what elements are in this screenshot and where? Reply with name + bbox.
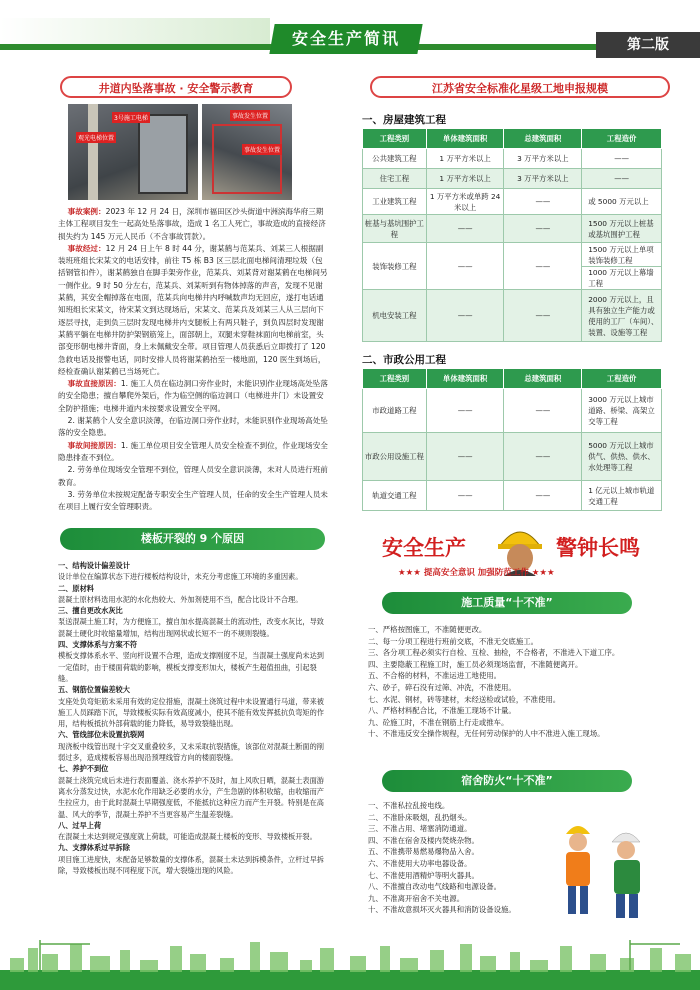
list-item: 八、不准擅自改动电气线路和电源设备。: [368, 882, 502, 892]
reason-title: 七、养护不到位: [58, 764, 109, 774]
table-cell: 市政公用设施工程: [363, 433, 427, 481]
case-text: 1. 施工单位项目安全管理人员安全检查不到位，作业现场安全隐患排查不到位。: [58, 440, 328, 462]
list-item: 二、每一分项工程进行班前交底，不准无交底施工。: [368, 636, 538, 646]
table-cell: ——: [426, 215, 504, 243]
slab-crack-reasons: [58, 560, 330, 876]
reason-title: 五、钢筋位置偏差较大: [58, 685, 130, 695]
table-cell: 1 万平方米或单跨 24 米以上: [426, 189, 504, 215]
reason-item: [58, 729, 330, 763]
reason-text: 设计单位在编算状态下进行楼板结构设计，未充分考虑施工环境的多重因素。: [58, 572, 303, 582]
case-paragraph: [58, 206, 330, 243]
list-item: 九、不准离开宿舍不关电源。: [368, 893, 465, 903]
table-header: 工程类别: [363, 369, 427, 389]
reason-text: 现浇板中线管出现十字交叉重叠较多，又未采取抗裂措施，该部位对混凝土断面的削弱过多，造成楼板容易出现沿预埋线管方向的楼面裂缝。: [58, 741, 324, 763]
case-paragraph: [58, 489, 330, 514]
table-cell: 1500 万元以上单项装饰装修工程: [582, 243, 662, 267]
list-item: 一、不准私拉乱接电线。: [368, 801, 450, 810]
reason-title: 二、原材料: [58, 583, 94, 593]
table-cell: 3 万平方米以上: [504, 169, 582, 189]
accident-case-text: [58, 206, 330, 513]
case-text: 2. 劳务单位现场安全管理不到位，管理人员安全意识淡薄，未对人员进行班前教育。: [58, 465, 328, 487]
table-cell: 2000 万元以上，且具有独立生产能力或使用的工厂（车间）、装置、设施等工程: [582, 290, 662, 342]
reason-text: 混凝土浇筑完成后未进行表面覆盖、浇水养护不及时，加上风吹日晒，混凝土表面游离水分蒸发过快，水泥水化作用缺乏必要的水分，产生急剧的体积收缩，由收缩而产生拉应力，由于此时混凝土早期强度低，不能抵抗这种应力而产生开裂。特别是在高温、风大的季节，混凝土养护不当更容易产生温差裂缝。: [58, 775, 324, 819]
reason-title: 三、擅自更改水灰比: [58, 606, 123, 616]
reason-text: 模板支撑体系水平、竖向杆设置不合理，造成支撑刚度不足，当混凝土强度尚未达到一定值时，由于楼面荷载的影响，模板支撑变形加大，楼板产生超值扭曲，引起裂缝。: [58, 651, 324, 683]
table-cell: 住宅工程: [363, 169, 427, 189]
header-left-band: [0, 18, 270, 44]
photo-label: 3号施工电梯: [112, 112, 150, 123]
list-item: 七、不准使用酒精炉等明火器具。: [368, 870, 479, 880]
reason-item: [58, 684, 330, 729]
table-cell: 1 万平方米以上: [426, 149, 504, 169]
list-item: 一、严格按图施工，不准随便更改。: [368, 625, 487, 634]
table-cell: ——: [582, 169, 662, 189]
table-cell: ——: [426, 433, 504, 481]
table-cell: 公共建筑工程: [363, 149, 427, 169]
list-item: 五、不合格的材料，不准运进工地使用。: [368, 671, 502, 681]
table-cell: 3000 万元以上城市道路、桥梁、高架立交等工程: [582, 389, 662, 433]
case-text: 2. 谢某鹤个人安全意识淡薄，在临边洞口旁作业时，未能识别作业现场高处坠落的安全隐患。: [58, 416, 328, 438]
slab-crack-banner: 楼板开裂的 9 个原因: [60, 528, 325, 550]
photo-elevator-shaft: [138, 114, 188, 194]
table-cell: 工业建筑工程: [363, 189, 427, 215]
case-label: 事故间接原因：: [67, 440, 121, 450]
list-item: 七、水泥、钢材，砖等建材，未经送检或试验，不准使用。: [368, 694, 561, 704]
newsletter-title-text: 安全生产简讯: [291, 29, 400, 48]
slogan-right: 警钟长鸣: [556, 536, 640, 560]
building-table: [362, 128, 662, 342]
list-item: 九、砼施工时，不准在钢筋上行走或推车。: [368, 717, 509, 727]
list-item: 六、砂子，碎石没有过筛、冲洗，不准使用。: [368, 682, 516, 692]
case-text: 12 月 24 日上午 8 时 44 分，谢某鹤与范某兵、刘某三人根据副装班班组长宋某文的电话安排，前往 T5 栋 B3 区三层北面电梯间清理垃圾（包括钢管扣件），谢某鹤独自在脚手架旁作业，范某兵、刘某背对谢某鹤在电梯间另一侧作业。9 时 50 分左右，范某兵、刘某听到有物体掉落的声音，发现不见谢某鹤，其安全帽掉落在电面，范某兵向电梯井内呼喊数声均无回应，遂打电话通知班组长宋某文，待宋某文到达现场后，宋某文、范某兵及刘某三人从三层向下逐层寻找，走到负三层时发现电梯井内支腿板上有两只鞋子，到负四层时发现谢某鹤平躺在电梯井防护架钢筋笼上，面部朝上，双腿未穿鞋袜面向电梯前室，头部变形朝电梯井背面，身上未佩戴安全带。项目管理人员获悉后立即拨打了 120 急救电话及报警电话，同时安排人员将谢某鹤抬至一楼地面，120 医生到场后，经检查确认谢某鹤已当场死亡。: [58, 243, 328, 376]
list-item: 十、不准故意损坏灭火器具和消防设备设施。: [368, 905, 516, 915]
table-cell: 轨道交通工程: [363, 481, 427, 511]
case-paragraph: [58, 378, 330, 415]
fire-banner: 宿舍防火“十不准”: [382, 770, 632, 792]
table-header: 工程类别: [363, 129, 427, 149]
photo-highlight-box: [212, 124, 282, 194]
table-header: 总建筑面积: [504, 129, 582, 149]
table-cell: ——: [426, 290, 504, 342]
table-cell: 机电安装工程: [363, 290, 427, 342]
photo-label: 事故发生位置: [230, 110, 270, 121]
photo-label: 事故发生位置: [242, 144, 282, 155]
table-header: 工程造价: [582, 369, 662, 389]
accident-photo-right: [202, 104, 292, 200]
case-text: 1. 施工人员在临边洞口旁作业时，未能识别作业现场高处坠落的安全隐患；擅自攀爬外架后，作为临空侧的临边洞口（电梯进井门）未设置安全防护措施；电梯井道内未按要求设置安全平网。: [58, 379, 328, 413]
case-label: 事故直接原因：: [67, 379, 121, 389]
table-cell: 或 5000 万元以上: [582, 189, 662, 215]
reason-item: [58, 560, 330, 583]
table-cell: ——: [504, 243, 582, 290]
list-item: 三、各分项工程必须实行自检、互检、抽检，不合格者，不准进入下道工序。: [368, 648, 620, 658]
list-item: 十、不准违反安全操作规程，无任何劳动保护的人中不准进入施工现场。: [368, 729, 605, 739]
reason-item: [58, 605, 330, 639]
table-cell: ——: [504, 189, 582, 215]
reason-title: 九、支撑体系过早拆除: [58, 843, 130, 853]
table-row: [363, 389, 662, 433]
case-text: 2023 年 12 月 24 日，深圳市福田区沙头街道中洲滨海华府三期主体工程项目发生一起高处坠落事故，造成 1 名工人死亡，事故造成的直接经济损失约为 145 万元人民币（不含事故罚款）。: [58, 207, 326, 241]
reason-title: 八、过早上荷: [58, 820, 102, 830]
reason-title: 一、结构设计偏差设计: [58, 561, 130, 570]
case-label: 事故经过：: [67, 243, 106, 253]
building-section-title: 一、房屋建筑工程: [362, 114, 446, 126]
case-paragraph: [58, 464, 330, 489]
list-item: 六、不准使用大功率电器设备。: [368, 858, 472, 868]
reason-title: 四、支撑体系与方案不符: [58, 640, 138, 650]
table-header-row: [363, 129, 662, 149]
table-cell: 1000 万元以上幕墙工程: [582, 267, 662, 290]
table-row: [363, 481, 662, 511]
municipal-table: [362, 368, 662, 511]
table-cell: ——: [582, 149, 662, 169]
table-cell: ——: [426, 481, 504, 511]
reason-text: 混凝土原材料选用水泥的水化热较大、外加剂使用不当，配合比设计不合理。: [58, 594, 303, 604]
table-cell: 1 亿元以上城市轨道交通工程: [582, 481, 662, 511]
reason-item: [58, 639, 330, 684]
table-row: [363, 215, 662, 243]
reason-text: 泵送混凝土施工时，为方便施工，擅自加水提高混凝土的流动性，改变水灰比，导致混凝土硬化时收缩量增加，结构出现网状或长短不一的不规则裂缝。: [58, 617, 324, 638]
table-row: [363, 290, 662, 342]
accident-photo-left: [68, 104, 198, 200]
edition-label: 第二版: [596, 32, 700, 58]
table-cell: 装饰装修工程: [363, 243, 427, 290]
city-skyline-footer: [0, 940, 700, 990]
table-header: 工程造价: [582, 129, 662, 149]
quality-banner: 施工质量“十不准”: [382, 592, 632, 614]
table-header: 总建筑面积: [504, 369, 582, 389]
list-item: 三、不准占用、堵塞消防通道。: [368, 824, 472, 834]
table-header: 单体建筑面积: [426, 129, 504, 149]
table-cell: 桩基与基坑围护工程: [363, 215, 427, 243]
sub-slogan: ★★★ 提高安全意识 加强防范工作 ★★★: [398, 568, 555, 578]
table-row: [363, 169, 662, 189]
reason-text: 在混凝土未达到规定强度就上荷载，可能造成混凝土楼板的变形、导致楼板开裂。: [58, 832, 317, 842]
table-cell: 3 万平方米以上: [504, 149, 582, 169]
table-cell: ——: [426, 389, 504, 433]
table-cell: ——: [504, 215, 582, 243]
table-row: [363, 149, 662, 169]
table-cell: ——: [504, 290, 582, 342]
table-cell: 1500 万元以上桩基或基坑围护工程: [582, 215, 662, 243]
fire-list: [368, 800, 558, 916]
reason-text: 支座处负弯矩筋未采用有效的定位措施，混凝土浇筑过程中未设置通行马道，带来被施工人员踩踏下沉，导致楼板实际有效高度减小，使其不能有效发挥抵抗负弯矩的作用，结构板抵抗外部荷载的能力降低，易导致裂缝出现。: [58, 696, 324, 729]
table-cell: ——: [504, 481, 582, 511]
list-item: 二、不准卧床吸烟，乱扔烟头。: [368, 812, 472, 822]
table-cell: ——: [504, 389, 582, 433]
reason-item: [58, 763, 330, 819]
case-paragraph: [58, 440, 330, 465]
table-cell: ——: [426, 243, 504, 290]
newsletter-title: [269, 24, 422, 54]
photo-label: 观光电梯位置: [76, 132, 116, 143]
page-header: [0, 0, 700, 62]
case-label: 事故案例：: [67, 207, 106, 216]
star-site-banner: 江苏省安全标准化星级工地申报规模: [370, 76, 670, 98]
case-paragraph: [58, 243, 330, 378]
table-cell: ——: [504, 433, 582, 481]
accident-section-banner: 井道内坠落事故 · 安全警示教育: [60, 76, 292, 98]
table-header-row: [363, 369, 662, 389]
case-paragraph: [58, 415, 330, 440]
photo-column: [88, 104, 98, 200]
reason-item: [58, 842, 330, 876]
reason-item: [58, 583, 330, 606]
table-header: 单体建筑面积: [426, 369, 504, 389]
table-cell: 市政道路工程: [363, 389, 427, 433]
municipal-section-title: 二、市政公用工程: [362, 354, 446, 366]
construction-workers-illustration: [548, 812, 658, 922]
table-row: [363, 243, 662, 267]
table-cell: 1 万平方米以上: [426, 169, 504, 189]
list-item: 五、不准携带易燃易爆物品入舍。: [368, 847, 479, 857]
reason-item: [58, 820, 330, 843]
table-row: [363, 433, 662, 481]
reason-title: 六、管线部位未设置抗裂网: [58, 730, 145, 740]
case-text: 3. 劳务单位未按规定配备专职安全生产管理人员，任命的安全生产管理人员未在项目上履行安全管理职责。: [58, 489, 328, 512]
list-item: 八、严格材料配合比，不准施工现场不计量。: [368, 706, 516, 716]
quality-list: [368, 624, 670, 740]
list-item: 四、主要隐蔽工程施工时，施工员必须现场监督，不准随便离开。: [368, 659, 583, 669]
table-row: [363, 189, 662, 215]
reason-text: 项目施工进度快，未配备足够数量的支撑体系，混凝土未达到拆模条件，立杆过早拆除，导致楼板出现不同程度下沉，增大裂缝出现的风险。: [58, 854, 324, 876]
slogan-left: 安全生产: [382, 536, 466, 560]
table-cell: 5000 万元以上城市供气、供热、供水、水处理等工程: [582, 433, 662, 481]
list-item: 四、不准在宿舍及楼内焚烧杂物。: [368, 835, 479, 845]
